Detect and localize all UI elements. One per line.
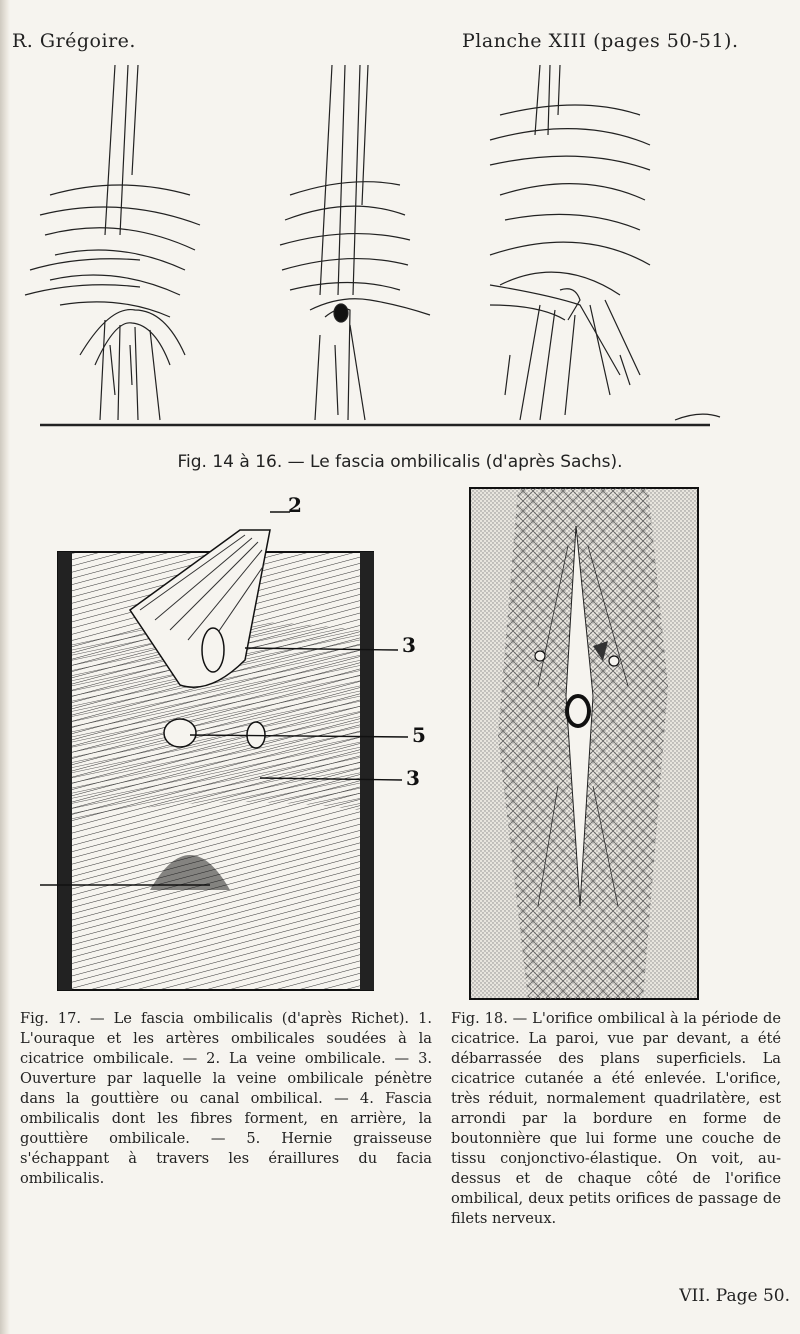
umbilical-orifice	[567, 696, 589, 726]
figure-18-caption: Fig. 18. — L'orifice ombilical à la période de cicatrice. La paroi, vue par devant, a été débarrassée des plans superficiels. La cicatrice cutanée a été enlevée. L'orifice, très réduit, normalement quadrilatère, est arrondi par la bordure en forme de boutonnière que lui forme une couche de tissu conjonctivo-élastique. On voit, au-dessus et de chaque côté de l'orifice ombilical, deux petits orifices de passage de filets nerveux.	[451, 1010, 781, 1227]
figure-17-label-2: 2	[288, 493, 302, 517]
figure-18-illustration	[468, 486, 700, 1001]
nerve-orifice-right	[609, 656, 619, 666]
figure-15-drawing	[280, 65, 430, 420]
figure-17-label-5: 5	[412, 723, 426, 747]
fatty-hernia-left	[164, 719, 196, 747]
page-number: VII. Page 50.	[679, 1286, 790, 1306]
running-header-plate: Planche XIII (pages 50-51).	[462, 30, 739, 52]
figure-17-label-3-top: 3	[402, 633, 416, 657]
figures-14-16-illustration	[20, 55, 790, 440]
figure-17-label-3-bottom: 3	[406, 766, 420, 790]
figure-14-drawing	[25, 65, 200, 420]
figure-16-drawing	[490, 65, 720, 420]
book-spine-shadow	[0, 0, 10, 1334]
running-header-author: R. Grégoire.	[12, 30, 136, 52]
figure-17-illustration	[30, 490, 450, 1000]
nerve-orifice-left	[535, 651, 545, 661]
figure-17-caption: Fig. 17. — Le fascia ombilicalis (d'après Richet). 1. L'ouraque et les artères ombilicales soudées à la cicatrice ombilicale. — 2. La veine ombilicale. — 3. Ouverture par laquelle la veine ombilicale pénètre dans la gouttière ou canal ombilical. — 4. Fascia ombilicalis dont les fibres forment, en arrière, la gouttière ombilicale. — 5. Hernie graisseuse s'échappant à travers les éraillures du facia ombilicalis.	[20, 1010, 432, 1187]
figures-14-16-caption: Fig. 14 à 16. — Le fascia ombilicalis (d'après Sachs).	[177, 452, 623, 472]
